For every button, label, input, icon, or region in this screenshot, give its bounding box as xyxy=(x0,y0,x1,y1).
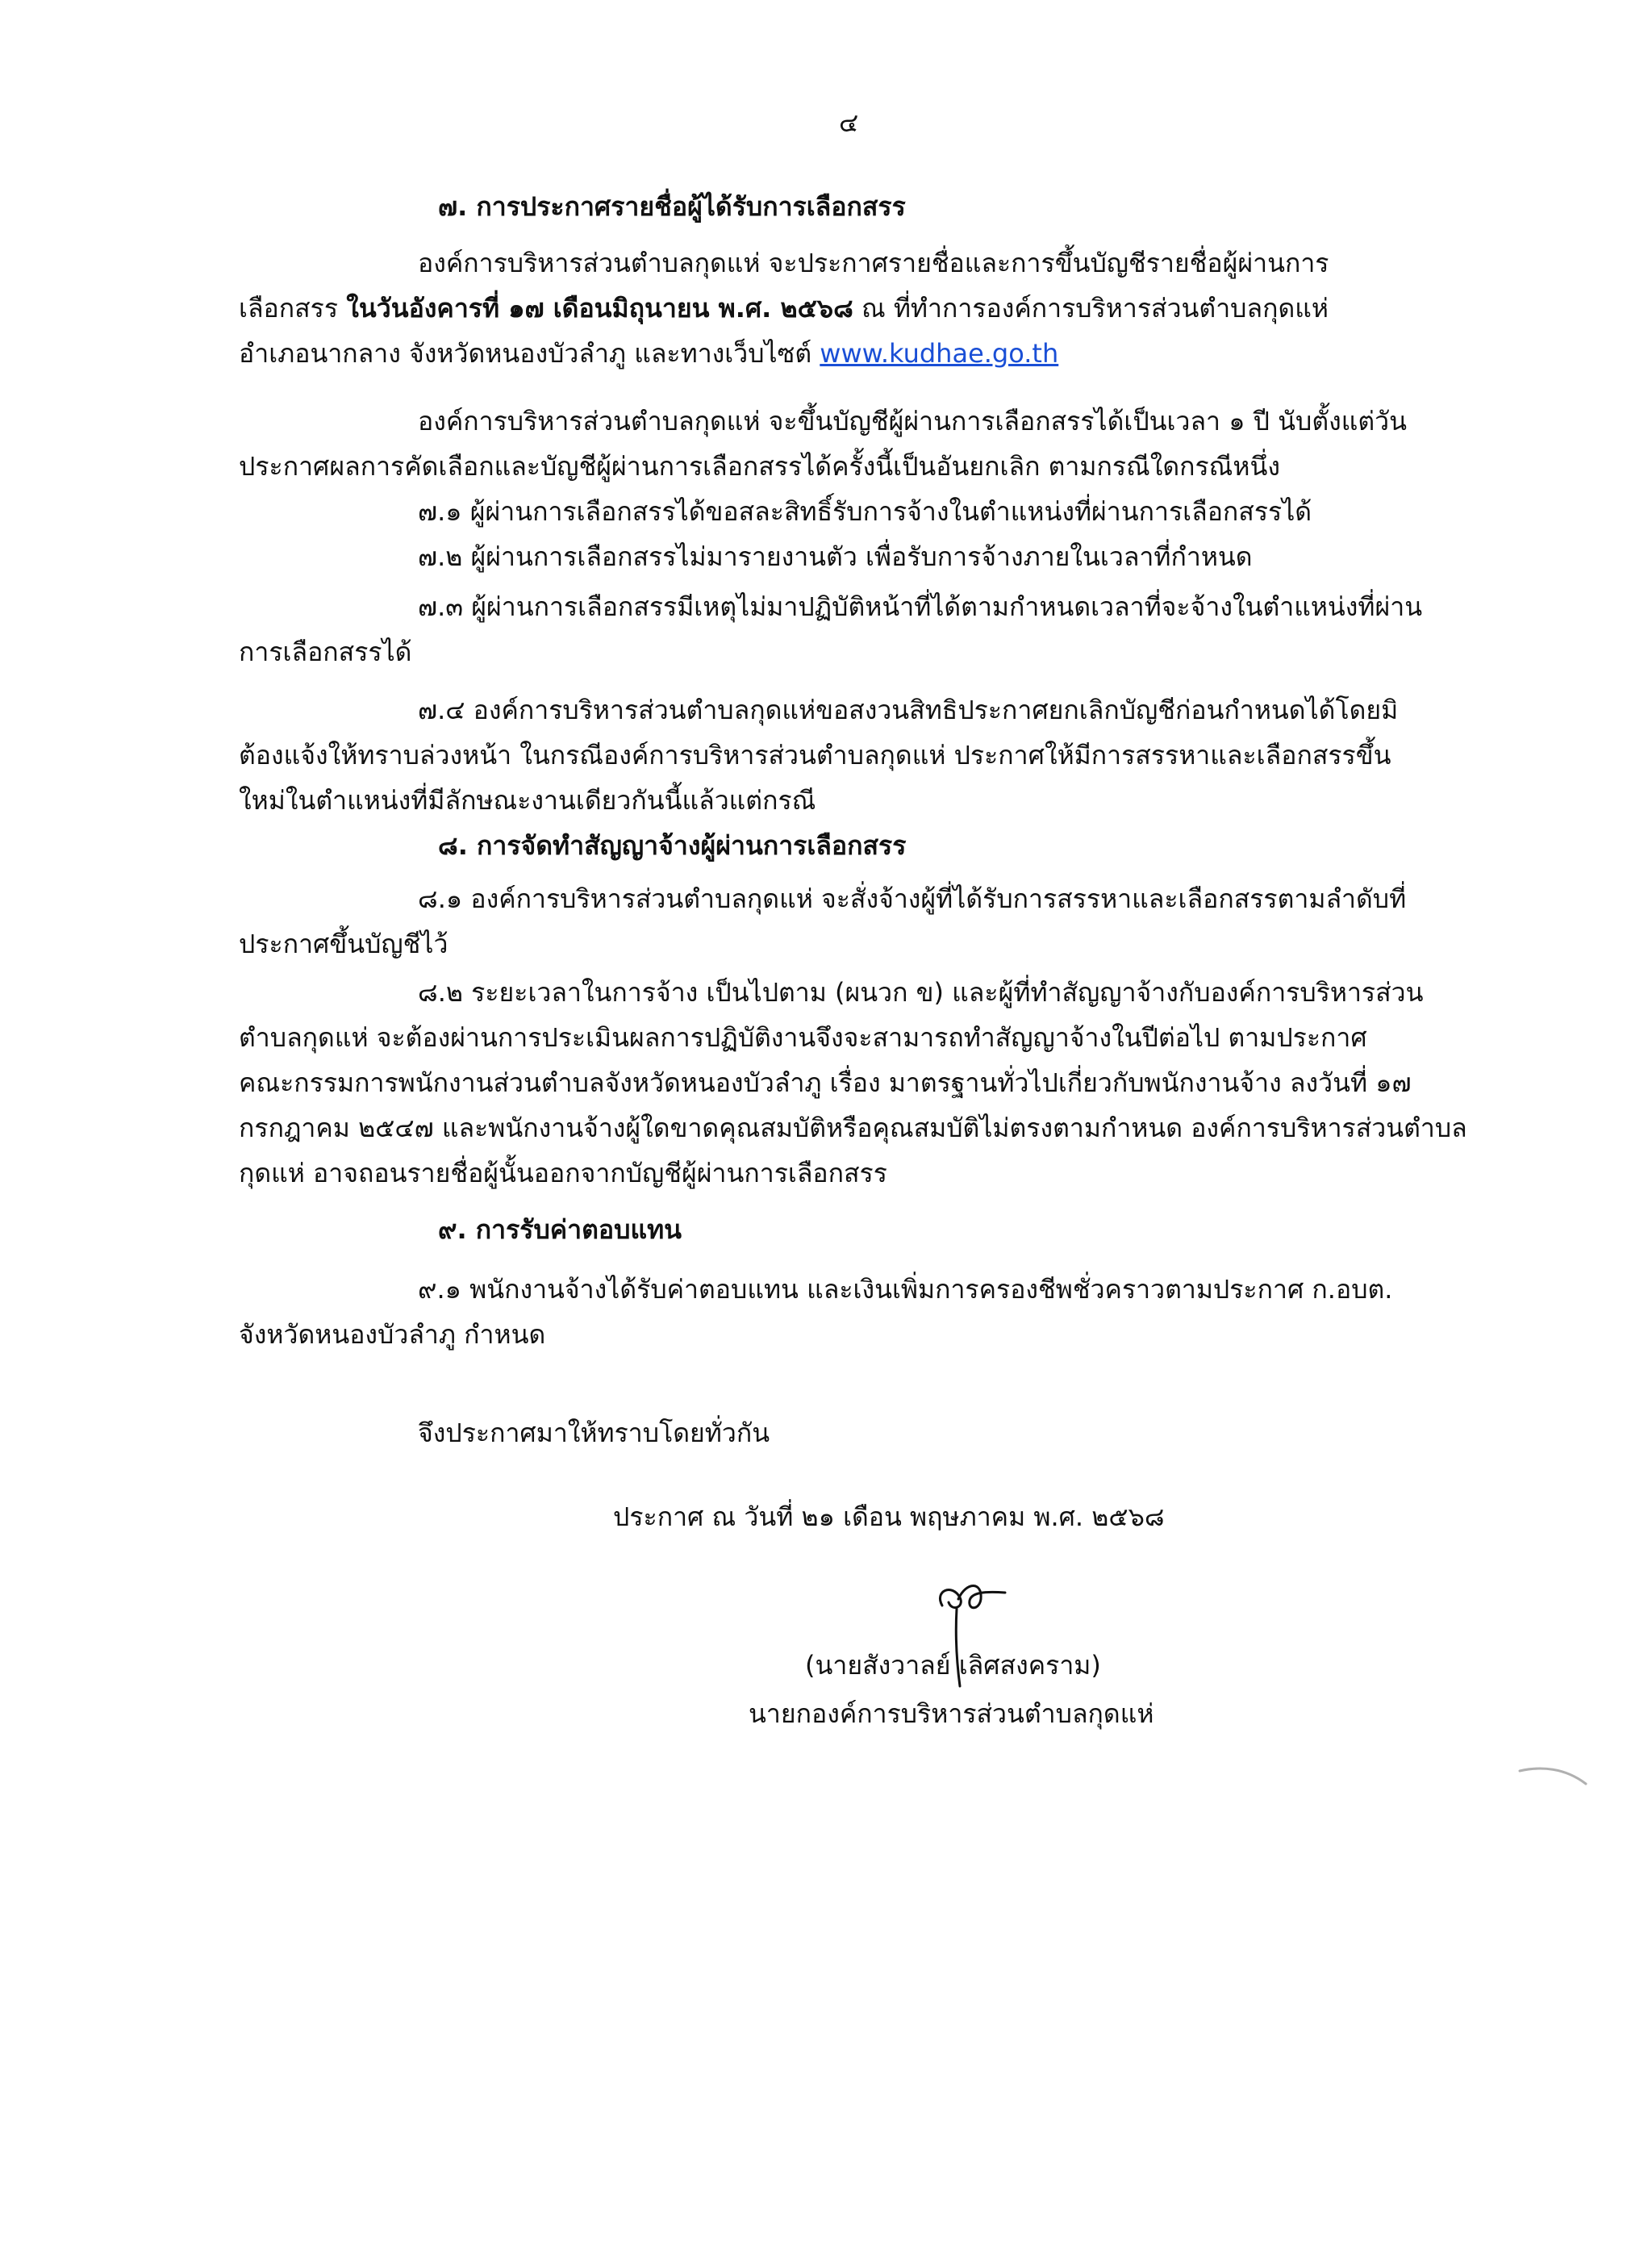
para1-line2-end: ณ ที่ทำการองค์การบริหารส่วนตำบลกุดแห่ xyxy=(861,293,1329,324)
item-8-2-line1: ๘.๒ ระยะเวลาในการจ้าง เป็นไปตาม (ผนวก ข) และผู้ที่ทำสัญญาจ้างกับองค์การบริหารส่วน xyxy=(418,977,1424,1008)
item-8-2-line5: กุดแห่ อาจถอนรายชื่อผู้นั้นออกจากบัญชีผู้ผ่านการเลือกสรร xyxy=(239,1158,887,1188)
page-number: ๔ xyxy=(839,107,859,138)
item-9-1-line1: ๙.๑ พนักงานจ้างได้รับค่าตอบแทน และเงินเพิ่มการครองชีพชั่วคราวตามประกาศ ก.อบต. xyxy=(418,1274,1393,1305)
item-8-1-line2: ประกาศขึ้นบัญชีไว้ xyxy=(239,929,448,959)
item-7-2: ๗.๒ ผู้ผ่านการเลือกสรรไม่มารายงานตัว เพื่อรับการจ้างภายในเวลาที่กำหนด xyxy=(418,541,1253,572)
item-8-1-line1: ๘.๑ องค์การบริหารส่วนตำบลกุดแห่ จะสั่งจ้างผู้ที่ได้รับการสรรหาและเลือกสรรตามลำดับที่ xyxy=(418,883,1407,914)
section-7-para2-line2: ประกาศผลการคัดเลือกและบัญชีผู้ผ่านการเลือกสรรได้ครั้งนี้เป็นอันยกเลิก ตามกรณีใดกรณีหนึ่ง xyxy=(239,451,1280,482)
item-7-1: ๗.๑ ผู้ผ่านการเลือกสรรได้ขอสละสิทธิ์รับการจ้างในตำแหน่งที่ผ่านการเลือกสรรได้ xyxy=(418,496,1312,527)
item-8-2-line2: ตำบลกุดแห่ จะต้องผ่านการประเมินผลการปฏิบัติงานจึงจะสามารถทำสัญญาจ้างในปีต่อไป ตามประกาศ xyxy=(239,1022,1367,1053)
item-7-4-line1: ๗.๔ องค์การบริหารส่วนตำบลกุดแห่ขอสงวนสิทธิประกาศยกเลิกบัญชีก่อนกำหนดได้โดยมิ xyxy=(418,695,1399,725)
para1-line2-start: เลือกสรร xyxy=(239,293,339,324)
announcement-date: ในวันอังคารที่ ๑๗ เดือนมิถุนายน พ.ศ. ๒๕๖๘ xyxy=(346,293,853,324)
section-7-para2-line1: องค์การบริหารส่วนตำบลกุดแห่ จะขึ้นบัญชีผู้ผ่านการเลือกสรรได้เป็นเวลา ๑ ปี นับตั้งแต่วัน xyxy=(418,406,1407,436)
section-7-para1-line1: องค์การบริหารส่วนตำบลกุดแห่ จะประกาศรายชื่อและการขึ้นบัญชีรายชื่อผู้ผ่านการ xyxy=(418,248,1329,278)
website-link[interactable]: www.kudhae.go.th xyxy=(820,338,1059,369)
announcement-date-line: ประกาศ ณ วันที่ ๒๑ เดือน พฤษภาคม พ.ศ. ๒๕๖๘ xyxy=(613,1501,1165,1532)
item-8-2-line3: คณะกรรมการพนักงานส่วนตำบลจังหวัดหนองบัวลำภู เรื่อง มาตรฐานทั่วไปเกี่ยวกับพนักงานจ้าง ลงวันที่ ๑๗ xyxy=(239,1067,1412,1098)
para1-line3-text: อำเภอนากลาง จังหวัดหนองบัวลำภู และทางเว็บไซต์ xyxy=(239,338,812,369)
item-8-2-line4: กรกฎาคม ๒๕๔๗ และพนักงานจ้างผู้ใดขาดคุณสมบัติหรือคุณสมบัติไม่ตรงตามกำหนด องค์การบริหารส่วนตำบล xyxy=(239,1113,1467,1143)
signer-title: นายกองค์การบริหารส่วนตำบลกุดแห่ xyxy=(749,1698,1154,1729)
item-7-4-line2: ต้องแจ้งให้ทราบล่วงหน้า ในกรณีองค์การบริหารส่วนตำบลกุดแห่ ประกาศให้มีการสรรหาและเลือกสรรขึ้น xyxy=(239,740,1391,770)
item-7-3-line2: การเลือกสรรได้ xyxy=(239,637,412,667)
item-7-4-line3: ใหม่ในตำแหน่งที่มีลักษณะงานเดียวกันนี้แล้วแต่กรณี xyxy=(239,785,816,816)
item-9-1-line2: จังหวัดหนองบัวลำภู กำหนด xyxy=(239,1319,546,1350)
signer-name: (นายสังวาลย์ เลิศสงคราม) xyxy=(805,1650,1101,1681)
section-8-heading: ๘. การจัดทำสัญญาจ้างผู้ผ่านการเลือกสรร xyxy=(438,830,907,861)
section-7-heading: ๗. การประกาศรายชื่อผู้ได้รับการเลือกสรร xyxy=(438,191,906,222)
closing-announcement: จึงประกาศมาให้ทราบโดยทั่วกัน xyxy=(418,1418,770,1448)
section-7-para1-line3 xyxy=(239,334,1058,373)
section-7-para1-line2 xyxy=(239,289,1329,328)
item-7-3-line1: ๗.๓ ผู้ผ่านการเลือกสรรมีเหตุไม่มาปฏิบัติหน้าที่ได้ตามกำหนดเวลาที่จะจ้างในตำแหน่งที่ผ่าน xyxy=(418,591,1423,622)
scan-artifact xyxy=(1516,1763,1589,1787)
section-9-heading: ๙. การรับค่าตอบแทน xyxy=(438,1214,682,1245)
